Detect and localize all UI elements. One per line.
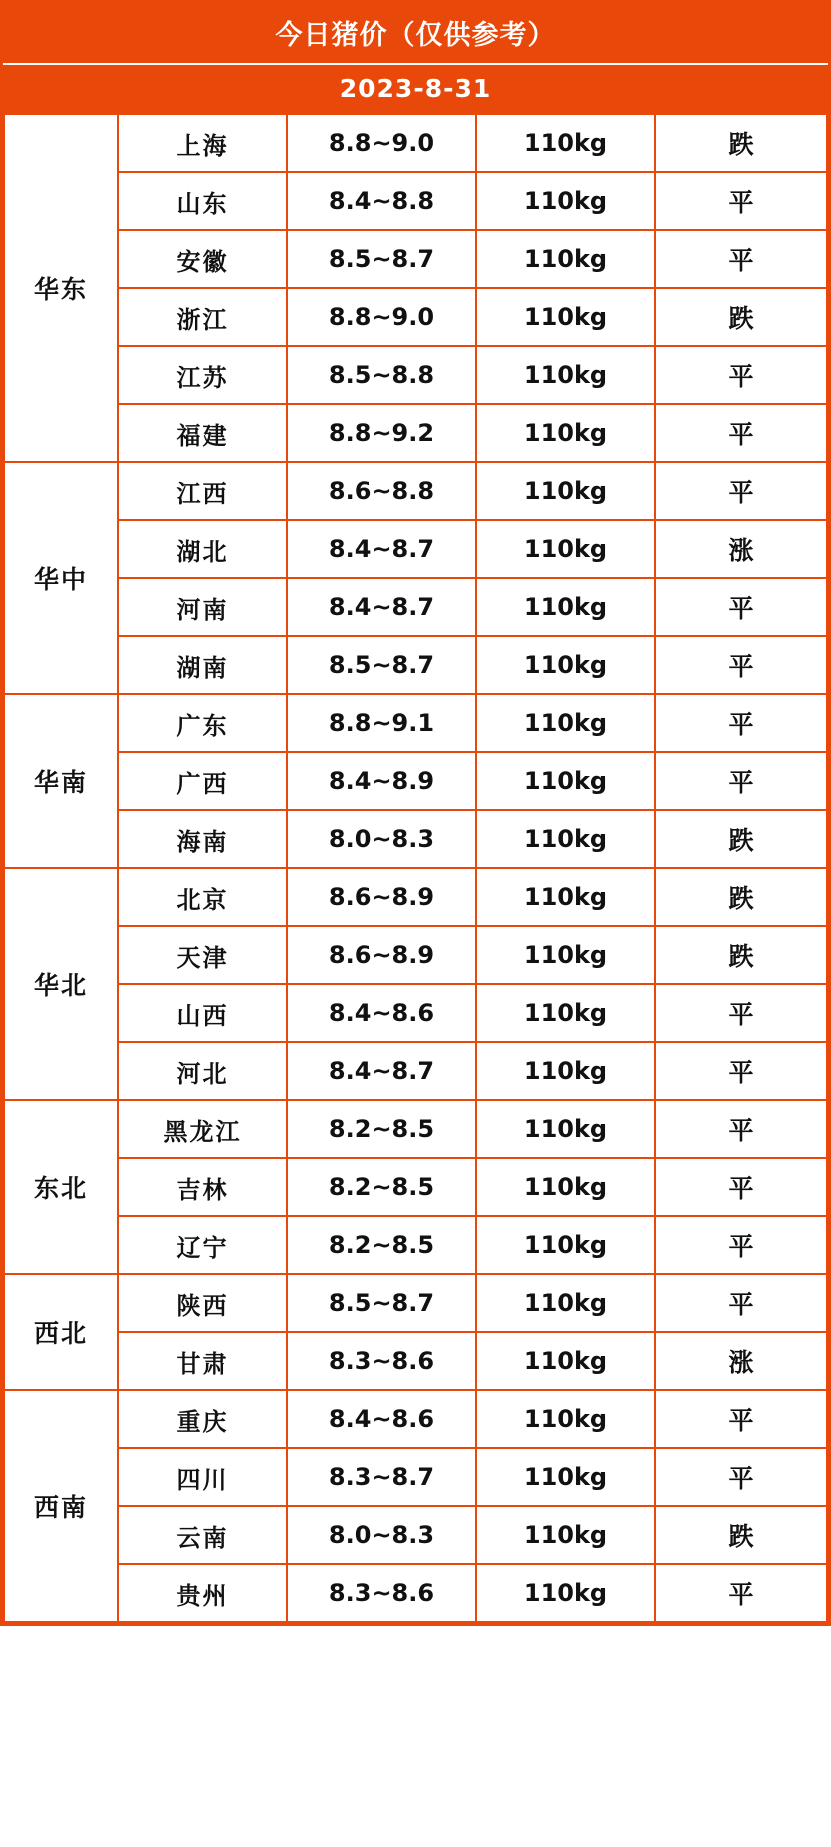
weight-cell: 110kg — [476, 1506, 655, 1564]
price-range-cell: 8.0~8.3 — [287, 1506, 476, 1564]
trend-cell: 平 — [655, 172, 827, 230]
weight-cell: 110kg — [476, 752, 655, 810]
trend-cell: 跌 — [655, 288, 827, 346]
weight-cell: 110kg — [476, 1564, 655, 1622]
price-range-cell: 8.2~8.5 — [287, 1100, 476, 1158]
trend-cell: 平 — [655, 1274, 827, 1332]
province-cell: 安徽 — [118, 230, 287, 288]
province-cell: 黑龙江 — [118, 1100, 287, 1158]
table-row — [4, 1448, 827, 1506]
trend-cell: 平 — [655, 578, 827, 636]
trend-cell: 涨 — [655, 520, 827, 578]
province-cell: 甘肃 — [118, 1332, 287, 1390]
weight-cell: 110kg — [476, 810, 655, 868]
price-table-body — [4, 114, 827, 1622]
province-cell: 山西 — [118, 984, 287, 1042]
price-range-cell: 8.6~8.9 — [287, 926, 476, 984]
trend-cell: 平 — [655, 404, 827, 462]
price-range-cell: 8.5~8.7 — [287, 230, 476, 288]
weight-cell: 110kg — [476, 346, 655, 404]
table-row — [4, 346, 827, 404]
trend-cell: 平 — [655, 1100, 827, 1158]
province-cell: 辽宁 — [118, 1216, 287, 1274]
price-range-cell: 8.2~8.5 — [287, 1216, 476, 1274]
table-row — [4, 694, 827, 752]
weight-cell: 110kg — [476, 230, 655, 288]
price-range-cell: 8.8~9.0 — [287, 114, 476, 172]
table-row — [4, 1390, 827, 1448]
province-cell: 上海 — [118, 114, 287, 172]
province-cell: 贵州 — [118, 1564, 287, 1622]
weight-cell: 110kg — [476, 984, 655, 1042]
province-cell: 河南 — [118, 578, 287, 636]
table-row — [4, 868, 827, 926]
trend-cell: 平 — [655, 1158, 827, 1216]
trend-cell: 平 — [655, 462, 827, 520]
region-cell: 东北 — [4, 1100, 118, 1274]
weight-cell: 110kg — [476, 114, 655, 172]
price-range-cell: 8.3~8.6 — [287, 1564, 476, 1622]
region-cell: 华中 — [4, 462, 118, 694]
price-range-cell: 8.5~8.7 — [287, 1274, 476, 1332]
price-range-cell: 8.8~9.2 — [287, 404, 476, 462]
table-row — [4, 230, 827, 288]
table-row — [4, 520, 827, 578]
region-cell: 华东 — [4, 114, 118, 462]
province-cell: 吉林 — [118, 1158, 287, 1216]
price-range-cell: 8.8~9.1 — [287, 694, 476, 752]
province-cell: 浙江 — [118, 288, 287, 346]
price-range-cell: 8.4~8.7 — [287, 520, 476, 578]
province-cell: 北京 — [118, 868, 287, 926]
table-row — [4, 1216, 827, 1274]
price-range-cell: 8.3~8.7 — [287, 1448, 476, 1506]
trend-cell: 平 — [655, 230, 827, 288]
weight-cell: 110kg — [476, 1390, 655, 1448]
table-row — [4, 578, 827, 636]
trend-cell: 平 — [655, 752, 827, 810]
weight-cell: 110kg — [476, 462, 655, 520]
province-cell: 山东 — [118, 172, 287, 230]
province-cell: 湖南 — [118, 636, 287, 694]
table-row — [4, 288, 827, 346]
trend-cell: 跌 — [655, 810, 827, 868]
price-table — [3, 113, 828, 1623]
trend-cell: 平 — [655, 636, 827, 694]
province-cell: 广西 — [118, 752, 287, 810]
province-cell: 陕西 — [118, 1274, 287, 1332]
table-row — [4, 984, 827, 1042]
price-range-cell: 8.4~8.6 — [287, 1390, 476, 1448]
table-row — [4, 1274, 827, 1332]
weight-cell: 110kg — [476, 288, 655, 346]
trend-cell: 涨 — [655, 1332, 827, 1390]
price-range-cell: 8.4~8.9 — [287, 752, 476, 810]
table-row — [4, 172, 827, 230]
table-row — [4, 926, 827, 984]
weight-cell: 110kg — [476, 578, 655, 636]
price-range-cell: 8.4~8.7 — [287, 578, 476, 636]
page-title: 今日猪价（仅供参考） — [3, 3, 828, 65]
trend-cell: 平 — [655, 1448, 827, 1506]
trend-cell: 跌 — [655, 926, 827, 984]
report-date: 2023-8-31 — [3, 65, 828, 113]
trend-cell: 跌 — [655, 114, 827, 172]
price-range-cell: 8.4~8.6 — [287, 984, 476, 1042]
price-range-cell: 8.5~8.8 — [287, 346, 476, 404]
weight-cell: 110kg — [476, 520, 655, 578]
table-row — [4, 1506, 827, 1564]
weight-cell: 110kg — [476, 1100, 655, 1158]
trend-cell: 平 — [655, 1390, 827, 1448]
province-cell: 江西 — [118, 462, 287, 520]
price-range-cell: 8.4~8.8 — [287, 172, 476, 230]
trend-cell: 平 — [655, 346, 827, 404]
region-cell: 西南 — [4, 1390, 118, 1622]
region-cell: 西北 — [4, 1274, 118, 1390]
price-range-cell: 8.4~8.7 — [287, 1042, 476, 1100]
province-cell: 江苏 — [118, 346, 287, 404]
trend-cell: 平 — [655, 1564, 827, 1622]
price-range-cell: 8.2~8.5 — [287, 1158, 476, 1216]
table-row — [4, 114, 827, 172]
weight-cell: 110kg — [476, 1332, 655, 1390]
region-cell: 华北 — [4, 868, 118, 1100]
province-cell: 湖北 — [118, 520, 287, 578]
weight-cell: 110kg — [476, 1216, 655, 1274]
price-range-cell: 8.0~8.3 — [287, 810, 476, 868]
province-cell: 重庆 — [118, 1390, 287, 1448]
province-cell: 广东 — [118, 694, 287, 752]
weight-cell: 110kg — [476, 1158, 655, 1216]
weight-cell: 110kg — [476, 1042, 655, 1100]
region-cell: 华南 — [4, 694, 118, 868]
province-cell: 福建 — [118, 404, 287, 462]
trend-cell: 平 — [655, 1216, 827, 1274]
price-range-cell: 8.6~8.8 — [287, 462, 476, 520]
trend-cell: 平 — [655, 1042, 827, 1100]
province-cell: 海南 — [118, 810, 287, 868]
trend-cell: 平 — [655, 694, 827, 752]
trend-cell: 平 — [655, 984, 827, 1042]
table-row — [4, 1332, 827, 1390]
price-range-cell: 8.8~9.0 — [287, 288, 476, 346]
weight-cell: 110kg — [476, 694, 655, 752]
table-row — [4, 810, 827, 868]
table-row — [4, 752, 827, 810]
table-row — [4, 404, 827, 462]
weight-cell: 110kg — [476, 172, 655, 230]
weight-cell: 110kg — [476, 1274, 655, 1332]
table-row — [4, 1042, 827, 1100]
trend-cell: 跌 — [655, 1506, 827, 1564]
weight-cell: 110kg — [476, 636, 655, 694]
province-cell: 四川 — [118, 1448, 287, 1506]
price-range-cell: 8.6~8.9 — [287, 868, 476, 926]
weight-cell: 110kg — [476, 1448, 655, 1506]
table-row — [4, 1158, 827, 1216]
price-range-cell: 8.3~8.6 — [287, 1332, 476, 1390]
weight-cell: 110kg — [476, 926, 655, 984]
weight-cell: 110kg — [476, 404, 655, 462]
price-range-cell: 8.5~8.7 — [287, 636, 476, 694]
province-cell: 天津 — [118, 926, 287, 984]
table-row — [4, 636, 827, 694]
table-row — [4, 1100, 827, 1158]
province-cell: 云南 — [118, 1506, 287, 1564]
trend-cell: 跌 — [655, 868, 827, 926]
table-row — [4, 462, 827, 520]
table-row — [4, 1564, 827, 1622]
weight-cell: 110kg — [476, 868, 655, 926]
province-cell: 河北 — [118, 1042, 287, 1100]
